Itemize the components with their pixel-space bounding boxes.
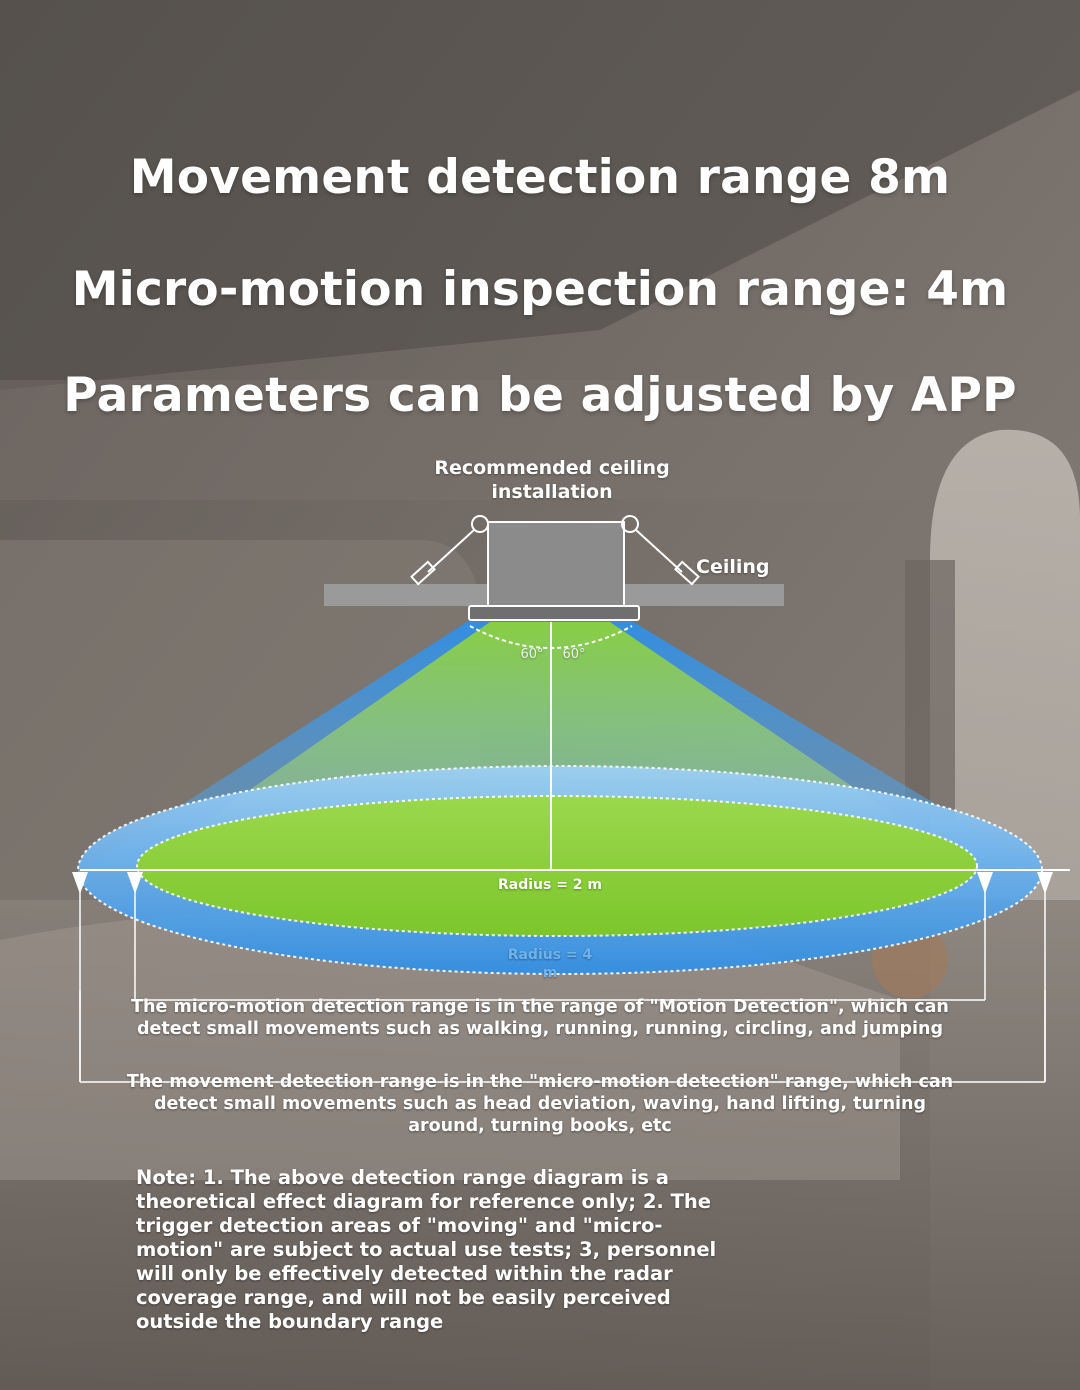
sensor-housing [488, 522, 624, 606]
ceiling-label: Ceiling [696, 556, 770, 578]
inner-radius-label: Radius = 2 m [497, 877, 603, 893]
movement-description: The movement detection range is in the "micro-motion detection" range, which can detect small movements such as head deviation, waving, hand lifting, turning around, turning books, etc [126, 1072, 954, 1136]
sensor-face [469, 606, 639, 620]
angle-left-label: 60° [520, 647, 544, 662]
angle-right-label: 60° [562, 647, 586, 662]
outer-extent-lines [0, 880, 1080, 1090]
headline-micro-motion-range: Micro-motion inspection range: 4m [71, 262, 1009, 317]
disclaimer-note: Note: 1. The above detection range diagram is a theoretical effect diagram for reference only; 2. The trigger detection areas of "moving" and "micro-motion" are subject to actual use tests; 3, personnel will only be effectively detected within the radar coverage range, and will not be easily perceived outside the boundary range [136, 1166, 717, 1333]
headline-app-adjustable: Parameters can be adjusted by APP [63, 368, 1017, 423]
outer-radius-label: Radius = 4 m [507, 947, 593, 981]
headline-movement-range: Movement detection range 8m [129, 150, 951, 205]
installation-label: Recommended ceiling installation [434, 457, 670, 503]
micro-motion-description: The micro-motion detection range is in the range of "Motion Detection", which can detect small movements such as walking, running, running, circling, and jumping [131, 997, 949, 1039]
